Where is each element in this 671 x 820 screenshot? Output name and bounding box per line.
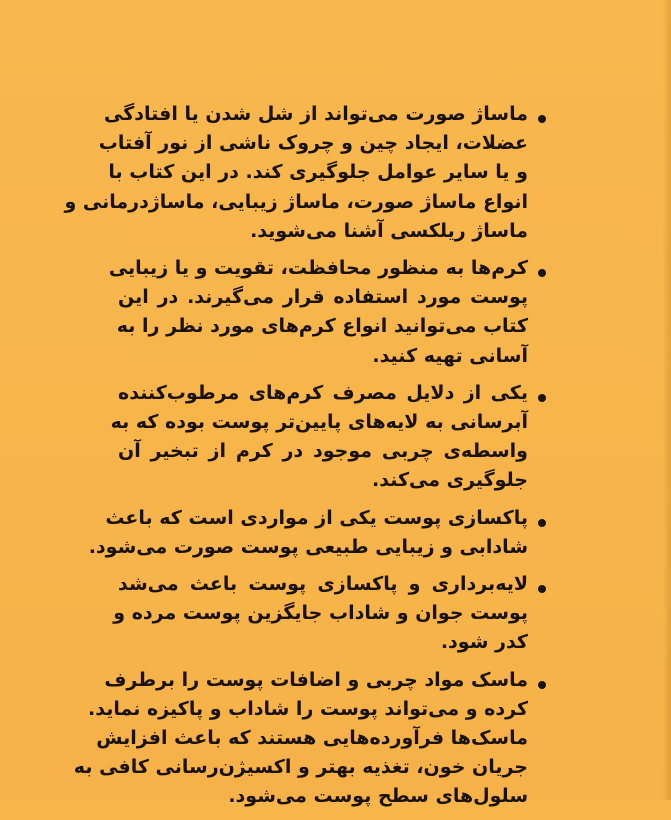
text-line: کتاب می‌توانید انواع کرم‌های مورد نظر را به bbox=[116, 315, 528, 338]
text-line: سلول‌های سطح پوست می‌شود. bbox=[228, 785, 528, 808]
text-line: واسطه‌ی چربی موجود در کرم از تبخیر آن bbox=[118, 440, 528, 463]
bullet-dot-icon bbox=[538, 269, 546, 277]
text-line: جریان خون، تغذیه بهتر و اکسیژن‌رسانی کافی به bbox=[73, 756, 528, 779]
text-line: ماسک مواد چربی و اضافات پوست را برطرف bbox=[104, 668, 528, 691]
text-line: ماساژ ریلکسی آشنا می‌شوید. bbox=[250, 219, 528, 242]
paragraph-moisturizers bbox=[110, 379, 548, 496]
text-line: آبرسانی به لایه‌های پایین‌تر پوست بوده که به bbox=[110, 411, 528, 434]
page-edge-shadow bbox=[663, 0, 671, 800]
bullet-dot-icon bbox=[538, 394, 546, 402]
text-line: یکی از دلایل مصرف کرم‌های مرطوب‌کننده bbox=[118, 381, 528, 404]
text-line: عضلات، ایجاد چین و چروک ناشی از نور آفتاب bbox=[98, 132, 528, 155]
text-line: و یا سایر عوامل جلوگیری کند. در این کتاب با bbox=[108, 161, 528, 184]
bullet-dot-icon bbox=[538, 681, 546, 689]
paragraph-face-massage bbox=[64, 100, 548, 246]
text-line: پاکسازی پوست یکی از مواردی است که باعث bbox=[105, 506, 528, 529]
bullet-dot-icon bbox=[538, 115, 546, 123]
paragraph-creams bbox=[108, 254, 548, 371]
paragraph-exfoliation bbox=[113, 570, 548, 658]
text-line: ماساژ صورت می‌تواند از شل شدن یا افتادگی bbox=[103, 103, 528, 125]
text-line: کرده و می‌تواند پوست را شاداب و پاکیزه نماید. bbox=[88, 697, 528, 720]
text-line: پوست مورد استفاده قرار می‌گیرند. در این bbox=[118, 286, 528, 309]
text-line: کدر شود. bbox=[440, 631, 528, 654]
text-line: ماسک‌ها فرآورده‌هایی هستند که باعث افزایش bbox=[96, 727, 528, 750]
text-line: جلوگیری می‌کند. bbox=[372, 469, 528, 492]
text-line: کرم‌ها به منظور محافظت، تقویت و یا زیبایی bbox=[108, 257, 528, 280]
text-line: آسانی تهیه کنید. bbox=[372, 344, 528, 367]
description-text-block bbox=[64, 100, 548, 820]
text-line: پوست جوان و شاداب جایگزین پوست مرده و bbox=[113, 602, 528, 625]
paragraph-masks bbox=[73, 666, 548, 812]
paragraph-cleansing bbox=[88, 504, 548, 562]
text-line: شادابی و زیبایی طبیعی پوست صورت می‌شود. bbox=[88, 535, 528, 558]
text-line: لایه‌برداری و پاکسازی پوست باعث می‌شد bbox=[118, 573, 528, 596]
bullet-dot-icon bbox=[538, 519, 546, 527]
text-line: انواع ماساژ صورت، ماساژ زیبایی، ماساژدرمانی و bbox=[64, 190, 528, 213]
bullet-dot-icon bbox=[538, 585, 546, 593]
